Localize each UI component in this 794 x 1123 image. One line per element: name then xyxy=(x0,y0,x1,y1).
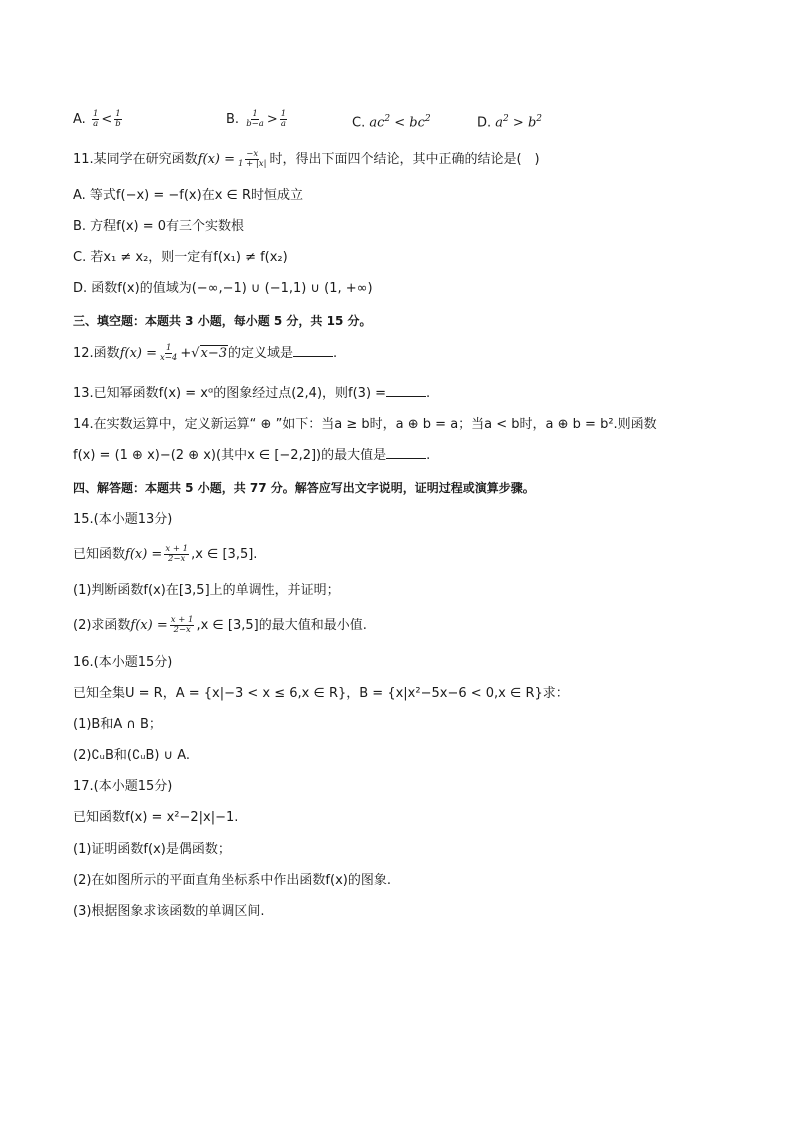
q17-given: 已知函数f(x) = x²−2|x|−1. xyxy=(73,810,239,825)
q14-answer-blank xyxy=(386,446,426,459)
q16-part2: (2)∁ᵤB和(∁ᵤB) ∪ A. xyxy=(73,748,191,763)
q11-option-b: B. 方程f(x) = 0有三个实数根 xyxy=(73,219,245,234)
q17-part1: (1)证明函数f(x)是偶函数； xyxy=(73,842,231,857)
q14-line1: 14.在实数运算中，定义新运算“ ⊕ ”如下：当a ≥ b时，a ⊕ b = a；当a < b时，a ⊕ b = b².则函数 xyxy=(73,417,657,432)
q13-answer-blank xyxy=(386,384,426,397)
q10-option-b: B. $\frac{1}{b-a}$ > $\frac{1}{a}$ xyxy=(226,109,287,129)
q17-part3: (3)根据图象求该函数的单调区间. xyxy=(73,904,265,919)
q14-line2: f(x) = (1 ⊕ x)−(2 ⊕ x)(其中x ∈ [−2,2])的最大值是 . xyxy=(73,448,431,463)
q10-options-row xyxy=(73,110,633,130)
q16-part1: (1)B和A ∩ B； xyxy=(73,717,162,732)
q15-given: 已知函数f(x) = $\frac{x + 1}{2-x}$ ,x ∈ [3,5]. xyxy=(73,544,258,564)
q16-given: 已知全集U = R，A = {x|−3 < x ≤ 6,x ∈ R}，B = {x|x²−5x−6 < 0,x ∈ R}求： xyxy=(73,686,569,701)
q10-option-d: D. $a^2 > b^2$ xyxy=(477,114,542,131)
q15-part1: (1)判断函数f(x)在[3,5]上的单调性，并证明； xyxy=(73,583,340,598)
q17-title: 17.(本小题15分) xyxy=(73,779,173,794)
q12-answer-blank xyxy=(293,344,333,357)
q15-part2: (2)求函数f(x) = $\frac{x + 1}{2-x}$ ,x ∈ [3,5]的最大值和最小值. xyxy=(73,615,367,635)
q17-part2: (2)在如图所示的平面直角坐标系中作出函数f(x)的图象. xyxy=(73,873,391,888)
q11-option-c: C. 若x₁ ≠ x₂，则一定有f(x₁) ≠ f(x₂) xyxy=(73,250,288,265)
q11-stem: 11.某同学在研究函数f(x) = $\frac{-x}{1 + |x|}$ 时，得出下面四个结论，其中正确的结论是( ) xyxy=(73,149,540,169)
q11-option-d: D. 函数f(x)的值域为(−∞,−1) ∪ (−1,1) ∪ (1, +∞) xyxy=(73,281,373,296)
q10-option-a: A. $\frac{1}{a}$ < $\frac{1}{b}$ xyxy=(73,109,121,129)
section-3-heading: 三、填空题：本题共 3 小题，每小题 5 分，共 15 分。 xyxy=(73,314,372,328)
section-4-heading: 四、解答题：本题共 5 小题，共 77 分。解答应写出文字说明，证明过程或演算步骤。 xyxy=(73,481,535,495)
q11-option-a: A. 等式f(−x) = −f(x)在x ∈ R时恒成立 xyxy=(73,188,304,203)
q16-title: 16.(本小题15分) xyxy=(73,655,173,670)
q10-option-c: C. $ac^2 < bc^2$ xyxy=(352,114,431,131)
q13: 13.已知幂函数f(x) = xᵅ的图象经过点(2,4)，则f(3) = . xyxy=(73,386,431,401)
q12: 12.函数f(x) = $\frac{1}{x-4}$ +√x−3的定义域是 . xyxy=(73,343,338,363)
q15-title: 15.(本小题13分) xyxy=(73,512,173,527)
